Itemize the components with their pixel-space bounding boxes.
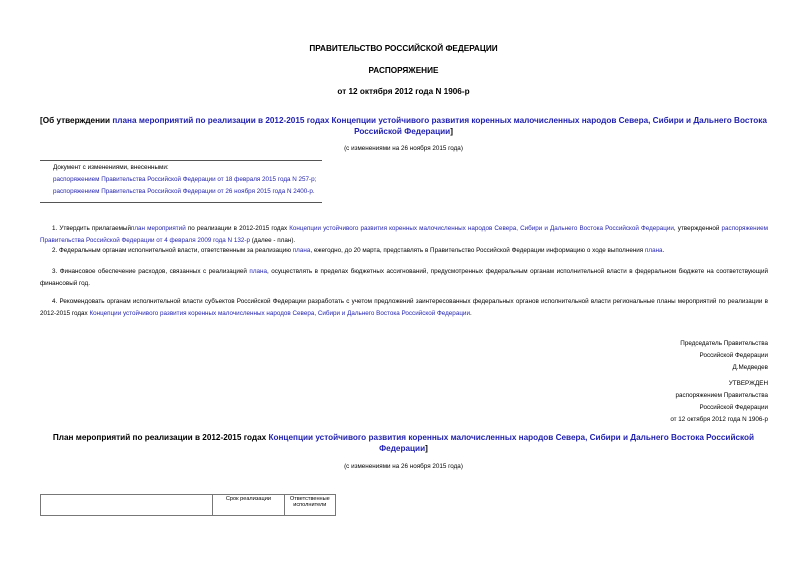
p1-text-c: , утвержденной xyxy=(673,225,722,232)
p1-text-b: по реализации в 2012-2015 годах xyxy=(185,225,290,232)
signature-block xyxy=(680,338,768,374)
approved-line-2: распоряжением Правительства xyxy=(675,392,768,399)
table-header-responsible: Ответственные исполнители xyxy=(284,495,335,516)
p4-text-a: 4. Рекомендовать органам исполнительной власти субъектов Российской Федерации разработать с учетом предложений заинтересованных федеральных органов исполнительной власти региональные планы мероприятий по реализации в 2012-2015 годах xyxy=(40,298,768,317)
signature-position: Председатель Правительства xyxy=(680,340,768,347)
government-heading: ПРАВИТЕЛЬСТВО РОССИЙСКОЙ ФЕДЕРАЦИИ xyxy=(309,44,498,53)
p1-concept-link[interactable]: Концепции устойчивого развития коренных малочисленных народов Севера, Сибири и Дальнего Востока Российской Федерации xyxy=(289,225,674,232)
title-link[interactable]: плана мероприятий по реализации в 2012-2015 годах Концепции устойчивого развития коренных малочисленных народов Севера, Сибири и Дальнего Востока Российской Федерации xyxy=(112,116,767,136)
signature-name: Д.Медведев xyxy=(732,364,768,371)
p1-order-link[interactable]: распоряжением Правительства Российской Федерации от 4 февраля 2009 года N 132-р xyxy=(40,225,768,244)
plan-amended-note: (с изменениями на 26 ноября 2015 года) xyxy=(344,463,463,470)
p3-plan-link[interactable]: плана xyxy=(249,268,267,275)
title-close: ] xyxy=(450,127,453,136)
title-amended-note: (с изменениями на 26 ноября 2015 года) xyxy=(344,145,463,152)
table-header-term: Срок реализации xyxy=(213,495,284,516)
p4-text-b: . xyxy=(469,310,472,317)
approved-block xyxy=(670,378,768,426)
title-open: [Об утверждении xyxy=(40,116,113,125)
plan-table xyxy=(40,494,336,516)
paragraph-1 xyxy=(40,223,768,247)
plan-title-close: ] xyxy=(425,444,428,453)
plan-title xyxy=(40,432,767,454)
p2-text-a: 2. Федеральным органам исполнительной власти, ответственным за реализацию xyxy=(52,247,293,254)
document-date: от 12 октября 2012 года N 1906-р xyxy=(337,87,470,96)
p1-text-a: 1. Утвердить прилагаемый xyxy=(52,225,131,232)
changes-box xyxy=(53,162,353,198)
document-title xyxy=(40,115,767,137)
paragraph-4 xyxy=(40,296,768,320)
change-link-2[interactable]: распоряжением Правительства Российской Федерации от 26 ноября 2015 года N 2400-р. xyxy=(53,188,315,195)
changes-intro: Документ с изменениями, внесенными: xyxy=(53,164,169,171)
paragraph-3 xyxy=(40,266,768,290)
signature-country: Российской Федерации xyxy=(699,352,768,359)
approved-heading: УТВЕРЖДЕН xyxy=(728,380,768,387)
p2-plan-link-2[interactable]: плана xyxy=(644,247,663,254)
document-type: РАСПОРЯЖЕНИЕ xyxy=(368,66,439,75)
changes-top-rule xyxy=(40,160,322,161)
plan-title-link[interactable]: Концепции устойчивого развития коренных малочисленных народов Севера, Сибири и Дальнего Востока Российской Федерации xyxy=(268,433,755,453)
p1-text-d: (далее - план). xyxy=(249,237,296,244)
approved-date: от 12 октября 2012 года N 1906-р xyxy=(670,416,768,423)
p4-concept-link[interactable]: Концепции устойчивого развития коренных малочисленных народов Севера, Сибири и Дальнего Востока Российской Федерации xyxy=(89,310,470,317)
p2-plan-link-1[interactable]: плана xyxy=(292,247,311,254)
table-header-row xyxy=(41,495,336,516)
changes-bottom-rule xyxy=(40,202,322,203)
change-link-1[interactable]: распоряжением Правительства Российской Федерации от 18 февраля 2015 года N 257-р; xyxy=(53,176,317,183)
p1-plan-link[interactable]: план мероприятий xyxy=(130,225,186,232)
table-header-activity xyxy=(41,495,213,516)
paragraph-2 xyxy=(40,245,768,257)
approved-line-3: Российской Федерации xyxy=(699,404,768,411)
p2-text-c: . xyxy=(662,247,665,254)
plan-title-text: План мероприятий по реализации в 2012-2015 годах xyxy=(52,433,269,442)
p3-text-b: , осуществлять в пределах бюджетных ассигнований, предусмотренных федеральным органам исполнительной власти в федеральном бюджете на соответствующий финансовый год. xyxy=(40,268,768,287)
p2-text-b: , ежегодно, до 20 марта, представлять в Правительство Российской Федерации информацию о ходе выполнения xyxy=(310,247,645,254)
p3-text-a: 3. Финансовое обеспечение расходов, связанных с реализацией xyxy=(52,268,250,275)
